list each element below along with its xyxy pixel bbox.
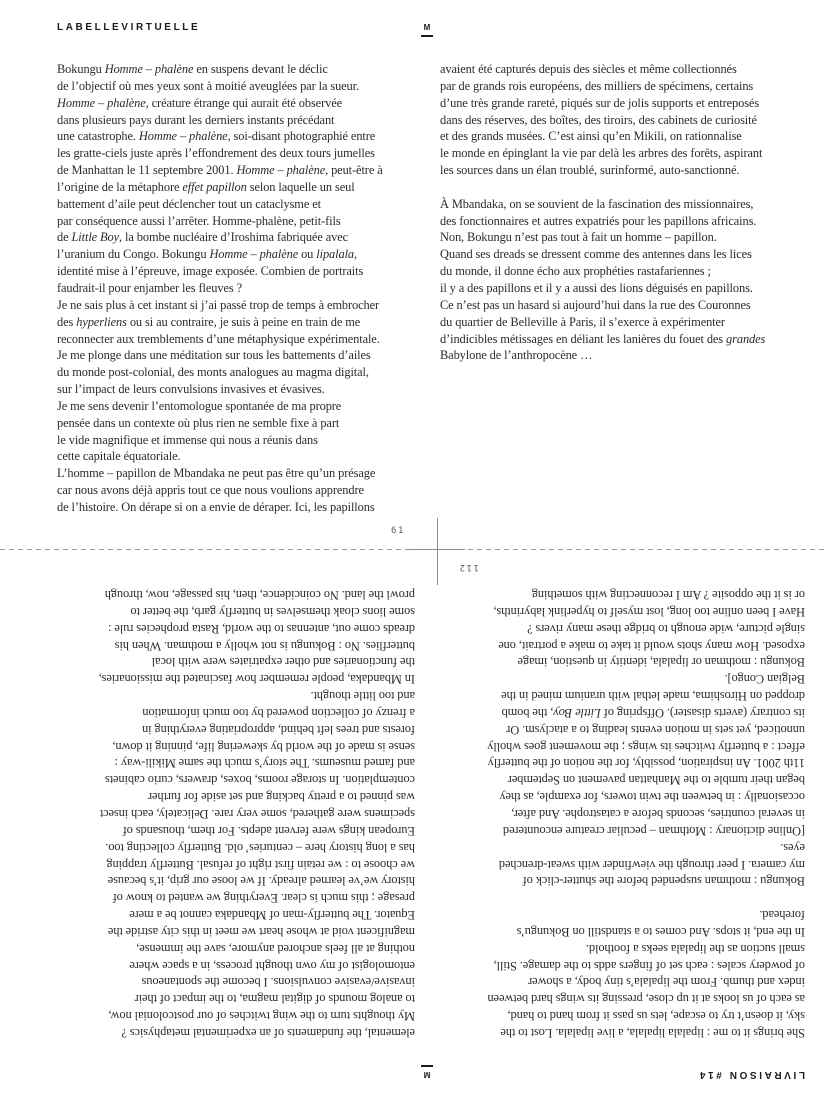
text-line [57,246,383,263]
text-line [99,687,415,704]
text-line [57,196,383,213]
text-line [487,738,805,755]
text-line [57,145,383,162]
roman-text: l’uranium du Congo. Bokungu [57,247,210,262]
roman-text: Bokungu : mothman or lipalala, identity in question, image [517,655,805,670]
center-fold-mark [420,1065,434,1079]
roman-text: , la bombe nucléaire d’Iroshima fabriquée avec [119,230,349,245]
text-line [57,364,383,381]
text-line [57,78,383,95]
text-line [440,179,765,196]
roman-text: le vide magnifique et immense qui nous a réunis dans [57,432,318,447]
italic-text: Little Boy [553,705,601,720]
roman-text: my camera. I peer through the viewfinder with sweat-drenched [498,857,805,872]
text-line [57,61,383,78]
roman-text: , the bomb [501,705,554,720]
roman-text: dans des réserves, des boîtes, des tiroirs, des cabinets de curiosité [440,112,757,127]
italic-text: effet papillon [182,179,247,194]
roman-text: Bokungu [57,62,105,76]
italic-text: Homme – phalène [57,95,146,110]
roman-text: small suction as the lipalala seeks a foothold. [586,941,805,956]
roman-text: in several countries, seconds before a catastrophe. And after, [511,807,805,822]
text-line [487,687,805,704]
roman-text: and famed museums. The story’s much the same Mikili-way : [114,756,415,771]
roman-text: dreads come out, antennas to the world, Rasta prophecies rule : [108,621,415,636]
text-line [440,78,765,95]
text-line [487,670,805,687]
text-line [99,839,415,856]
roman-text: de l’objectif où mes yeux sont à moitié aveuglées par la sueur. [57,78,359,93]
text-line [440,162,765,179]
text-line [440,347,765,364]
roman-text: des [57,314,77,329]
roman-text: les sources dans un élan troublé, surinformé, auto-sanctionné. [440,163,740,178]
roman-text: 11th 2001. An inspiration, possibly, for the notion of the butterfly [487,756,805,771]
text-line [57,499,383,516]
roman-text: , [354,247,358,262]
text-line [440,128,765,145]
roman-text: battement d’aile peut déclencher tout un cataclysme et [57,196,321,211]
text-line [487,620,805,637]
roman-text: Non, Bokungu n’est pas tout à fait un homme – papillon. [440,230,717,245]
text-line [487,586,805,603]
roman-text: exposed. How many shots would it take to make a portrait, one [498,638,805,653]
text-line [487,990,805,1007]
italic-text: lipalala [316,247,355,262]
italic-text: Homme – phalène [209,247,299,262]
roman-text: des fonctionnaires et autres expatriés pour les papillons africains. [440,213,757,228]
roman-text: car nous avons déjà appris tout ce que nous voulions apprendre [57,483,364,498]
text-line [57,280,383,297]
roman-text: some lions cloak themselves in butterfly garb, the better to [130,604,415,619]
roman-text: single picture, wide enough to bridge these many rivers ? [527,621,805,636]
text-line [440,112,765,129]
roman-text: du quartier de Belleville à Paris, il s’exerce à expérimenter [440,314,725,329]
text-line [57,112,383,129]
text-line [99,1007,415,1024]
roman-text: par conséquence aussi l’arrêter. Homme-phalène, petit-fils [57,213,341,228]
text-line [487,923,805,940]
text-line [57,128,383,145]
text-line [57,162,383,179]
text-line [99,906,415,923]
text-line [57,347,383,364]
text-line [487,856,805,873]
text-line [57,415,383,432]
text-line [440,213,765,230]
text-line [57,381,383,398]
roman-text: European kings were fervent adepts. For them, thousands of [122,823,415,838]
text-column-right [99,586,415,1041]
italic-text: Little Boy [71,230,120,245]
page-number: 61 [391,526,406,536]
text-line [440,263,765,280]
italic-text: grandes [726,331,766,346]
text-line [99,990,415,1007]
roman-text: or is it the opposite ? Am I reconnecting with something [531,588,805,603]
text-line [487,654,805,671]
text-line [57,465,383,482]
roman-text: presage ; this much is clear. Everything we wanted to know of [112,891,415,906]
roman-text: en suspens devant le déclic [193,62,328,76]
text-line [487,974,805,991]
text-line [99,738,415,755]
roman-text: as each of us looks at it up close, pressing its wings hard between [487,992,805,1007]
text-line [440,61,765,78]
roman-text: du monde, il donne écho aux prophéties rastafariennes ; [440,264,711,279]
fold-mark-letter: M [423,1070,431,1079]
text-column-left [57,61,383,516]
italic-text: hyperliens [76,314,127,329]
text-line [99,772,415,789]
roman-text: eyes. [780,840,805,855]
center-fold-mark [420,23,434,37]
roman-text: nothing at all feels anchored anymore, save the immense, [136,941,415,956]
publication-title: LABELLEVIRTUELLE [57,22,201,33]
roman-text: identité mise à l’épreuve, image exposée. Combien de portraits [57,264,364,279]
text-line [57,448,383,465]
fold-mark-rule [421,1065,433,1067]
roman-text: unnoticed, yet sets in motion events leading to a ataclysm. Or [506,722,805,737]
text-line [57,213,383,230]
text-line [487,839,805,856]
roman-text: cette capitale équatoriale. [57,449,181,464]
roman-text: of powdery scales : each set of fingers adds to the damage. Still, [493,958,805,973]
roman-text: index and thumb. From the lipalala’s tiny body, a shower [528,975,805,990]
roman-text: pensée dans un contexte où plus rien ne semble fixe à part [57,415,340,430]
text-line [57,263,383,280]
roman-text: le monde en épinglant la vie par delà les arbres des forêts, aspirant [440,146,763,161]
roman-text: Belgian Congo]. [724,672,805,687]
text-line [440,297,765,314]
roman-text: to analog mounds of digital magma, to the impact of their [134,992,415,1007]
text-line [57,229,383,246]
roman-text: elemental, the fundaments of an experimental metaphysics ? [121,1026,415,1040]
text-line [99,654,415,671]
text-line [487,940,805,957]
roman-text: du monde post-colonial, des monts analogues au magma digital, [57,365,369,380]
text-column-right [440,61,765,364]
text-line [440,95,765,112]
roman-text: prowl the land. No coincidence, then, his passage, now, through [104,588,415,603]
text-line [57,432,383,449]
text-line [487,637,805,654]
roman-text: was pinned to a pretty backing and set aside for further [148,790,415,805]
text-line [487,957,805,974]
roman-text: magnificent void at whose heart we meet in this city astride the [107,924,415,939]
text-line [99,940,415,957]
roman-text: Je me plonge dans une méditation sur tous les battements d’ailes [57,348,371,363]
text-line [440,145,765,162]
text-line [99,957,415,974]
roman-text: In Mbandaka, people remember how fascinated the missionaries, [98,672,415,687]
italic-text: Homme – phalène [236,163,326,178]
roman-text: began their tumble to the Manhattan pavement on September [507,773,805,788]
roman-text: She brings it to me : lipalala lipalala, a live lipalala. Lost to the [500,1026,805,1040]
roman-text: avaient été capturés depuis des siècles et même collectionnés [440,62,737,76]
text-line [487,822,805,839]
roman-text: À Mbandaka, on se souvient de la fascination des missionnaires, [440,196,754,211]
text-line [99,704,415,721]
text-line [57,482,383,499]
text-line [99,1024,415,1041]
text-line [487,721,805,738]
text-line [99,586,415,603]
roman-text: Je me sens devenir l’entomologue spontanée de ma propre [57,398,342,413]
text-line [487,772,805,789]
text-line [99,620,415,637]
roman-text: entomologist of my own thought process, in a space where [129,958,415,973]
roman-text: ou si au contraire, je suis à peine en train de me [126,314,361,329]
text-line [487,1024,805,1041]
text-line [57,331,383,348]
roman-text: the functionaries and other expatriates were with local [151,655,415,670]
text-line [487,1007,805,1024]
roman-text: ou [298,247,317,262]
roman-text: Quand ses dreads se dressent comme des antennes dans les lices [440,247,752,262]
roman-text: history we’ve learned already. If we loose our grip, it’s because [107,874,415,889]
text-line [487,755,805,772]
roman-text: effect : a butterfly twitches its wings ; the movement goes wholly [487,739,805,754]
italic-text: Homme – phalène [104,62,194,76]
roman-text: selon laquelle un seul [246,179,355,194]
text-line [99,822,415,839]
publication-issue-title: LIVRAISON #14 [697,1069,805,1080]
roman-text: we choose to : we retain first right of refusal. Butterfly trapping [106,857,415,872]
text-line [440,331,765,348]
roman-text: , peut-être à [325,163,383,178]
roman-text: une catastrophe. [57,129,139,144]
text-line [99,788,415,805]
text-line [99,974,415,991]
roman-text: L’homme – papillon de Mbandaka ne peut pas être qu’un présage [57,466,376,481]
roman-text: a frenzy of collection powered by too much information [142,705,415,720]
roman-text: , soi-disant photographié entre [227,129,376,144]
roman-text: d’indicibles métissages en déliant les lanières du fouet des [440,331,727,346]
text-line [57,179,383,196]
text-line [99,889,415,906]
text-line [99,923,415,940]
text-line [487,889,805,906]
text-line [99,755,415,772]
roman-text: reconnecter aux tremblements d’une métaphysique expérimentale. [57,331,380,346]
roman-text: l’origine de la métaphore [57,179,183,194]
roman-text: de Manhattan le 11 septembre 2001. [57,163,237,178]
text-line [57,95,383,112]
roman-text: invasive/evasive convulsions. I become the spontaneous [141,975,415,990]
roman-text: sense is made of the world by skewering life, pinning it down, [112,739,415,754]
roman-text: sur l’impact de leurs convulsions invasives et évasives. [57,382,325,397]
text-line [99,670,415,687]
roman-text: forehead. [759,908,805,923]
text-line [99,873,415,890]
text-line [57,297,383,314]
text-line [487,788,805,805]
roman-text: occasionally : in between the twin towers, for example, as they [499,790,805,805]
roman-text: faudrait-il pour enjamber les fleuves ? [57,280,242,295]
roman-text: Have I been online too long, lost myself to hyperlink labyrinths, [493,604,805,619]
text-line [487,805,805,822]
roman-text: Ce n’est pas un hasard si aujourd’hui dans la rue des Couronnes [440,297,751,312]
text-line [57,398,383,415]
text-line [99,637,415,654]
text-line [440,280,765,297]
roman-text: les gratte-ciels juste après l’effondrement des deux tours jumelles [57,146,375,161]
roman-text: has a long history here – centuries’ old. Butterfly collecting too. [105,840,415,855]
text-line [99,856,415,873]
roman-text: dropped on Hiroshima, made lethal with uranium mined in the [501,689,805,704]
roman-text: contemplation. In storage rooms, boxes, drawers, curio cabinets [105,773,415,788]
roman-text: In the end, it stops. And comes to a standstill on Bokungu’s [516,924,805,939]
roman-text: and too little thought. [310,689,415,704]
page-english-rotated [0,551,827,1102]
text-line [487,873,805,890]
roman-text: Equator. The butterfly-man of Mbandaka cannot be a mere [129,908,415,923]
fold-mark-letter: M [423,23,431,32]
roman-text: specimens were gathered, some very rare. Delicately, each insect [99,807,415,822]
roman-text: [Online dictionary : Mothman – peculiar creature encountered [503,823,805,838]
text-line [487,603,805,620]
roman-text: its contrary (averts disaster). Offspring of [600,705,805,720]
text-line [99,603,415,620]
roman-text: et des grands musées. C’est ainsi qu’en Mikili, on rationnalise [440,129,742,144]
text-line [440,246,765,263]
text-line [99,805,415,822]
text-line [440,196,765,213]
roman-text: par de grands rois européens, des milliers de spécimens, certains [440,78,754,93]
fold-mark-rule [421,35,433,37]
page-number: 112 [457,562,479,572]
roman-text: butterflies. No : Bokungu is not wholly a mothman. When his [114,638,415,653]
text-line [99,721,415,738]
roman-text: de l’histoire. On dérape si on a envie de déraper. Ici, les papillons [57,499,375,514]
text-line [440,314,765,331]
text-line [57,314,383,331]
roman-text: My thoughts turn to the wing twitches of our postcolonial now, [108,1009,415,1024]
text-column-left [487,586,805,1041]
italic-text: Homme – phalène [138,129,228,144]
roman-text: Je ne sais plus à cet instant si j’ai passé trop de temps à embrocher [57,297,380,312]
text-line [440,229,765,246]
roman-text: il y a des papillons et il y a aussi des lions déguisés en papillons. [440,280,753,295]
roman-text: Babylone de l’anthropocène … [440,348,593,363]
roman-text: forests and trees left behind, appropriating everything in [142,722,415,737]
roman-text: de [57,230,72,245]
roman-text: d’une très grande rareté, piqués sur de jolis supports et entreposés [440,95,760,110]
text-line [487,906,805,923]
text-line [487,704,805,721]
roman-text: Bokungu : mothman suspended before the shutter-click of [522,874,805,889]
roman-text: , créature étrange qui aurait été observée [145,95,342,110]
roman-text: dans plusieurs pays durant les derniers instants précédant [57,112,335,127]
roman-text: sky, it doesn’t try to escape, lets us pass it from hand to hand, [507,1009,805,1024]
